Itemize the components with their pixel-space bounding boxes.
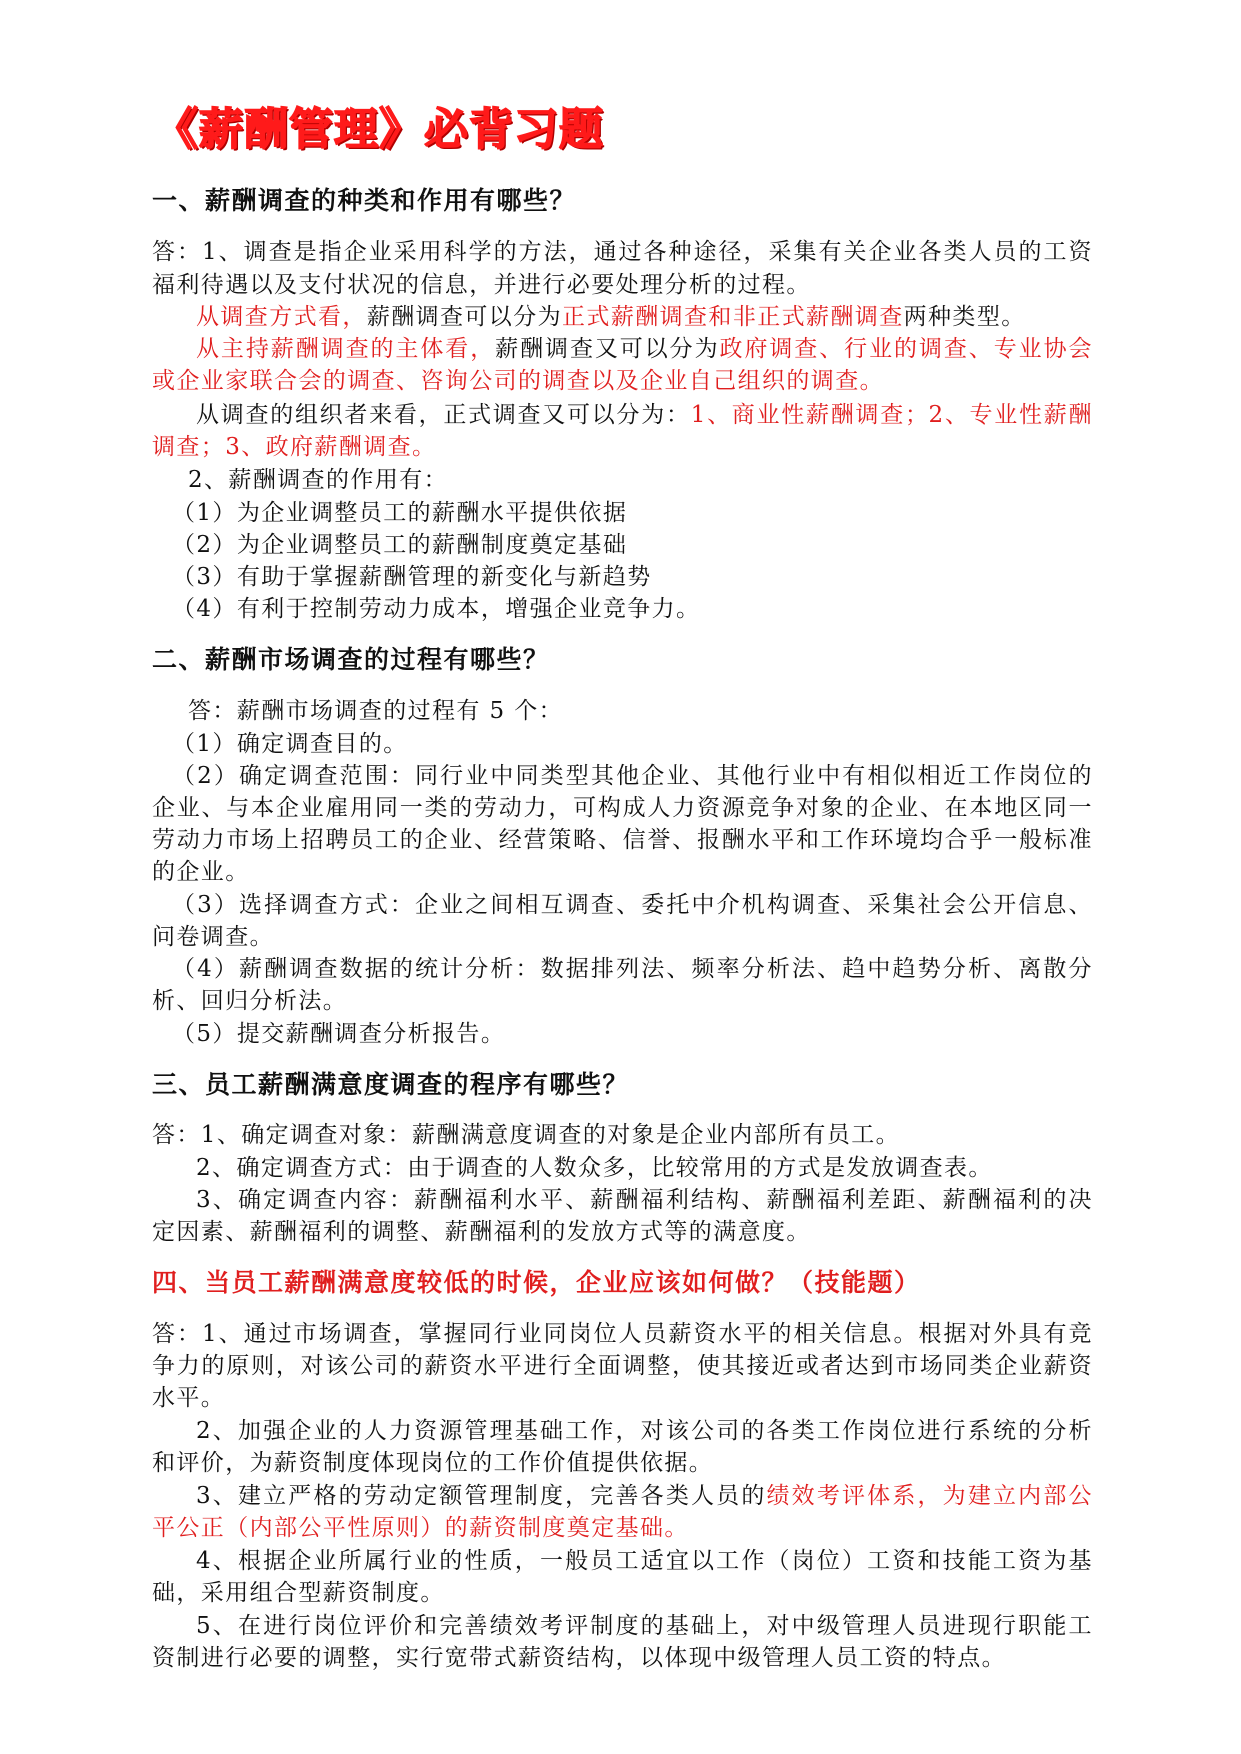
q1-line-1: 答：1、调查是指企业采用科学的方法，通过各种途径，采集有关企业各类人员的工资 — [152, 239, 1092, 265]
q4-line-1: 答：1、通过市场调查，掌握同行业同岗位人员薪资水平的相关信息。根据对外具有竞 — [152, 1321, 1092, 1347]
q2-line-3: （2）确定调查范围：同行业中同类型其他企业、其他行业中有相似相近工作岗位的 — [172, 763, 1092, 789]
q3-line-2: 2、确定调查方式：由于调查的人数众多，比较常用的方式是发放调查表。 — [196, 1155, 993, 1181]
q2-line-1: 答：薪酬市场调查的过程有 5 个： — [188, 698, 564, 724]
q4-line-10: 5、在进行岗位评价和完善绩效考评制度的基础上，对中级管理人员进现行职能工 — [196, 1613, 1092, 1639]
q1-line-6-red: 1、商业性薪酬调查；2、专业性薪酬 — [690, 402, 1092, 428]
q2-line-6: 的企业。 — [152, 859, 250, 885]
q2-line-10: 析、回归分析法。 — [152, 988, 348, 1014]
q3-heading: 三、员工薪酬满意度调查的程序有哪些？ — [152, 1070, 630, 1099]
q1-line-3-black-b: 两种类型。 — [903, 304, 1026, 330]
q2-line-11: （5）提交薪酬调查分析报告。 — [172, 1021, 506, 1047]
q2-line-4: 企业、与本企业雇用同一类的劳动力，可构成人力资源竞争对象的企业、在本地区同一 — [152, 795, 1092, 821]
q1-line-3 — [196, 302, 1092, 332]
q1-line-6-black: 从调查的组织者来看，正式调查又可以分为： — [196, 402, 691, 428]
q1-line-4 — [196, 334, 1092, 364]
document-title: 《薪酬管理》必背习题 — [154, 104, 604, 155]
q4-line-8: 4、根据企业所属行业的性质，一般员工适宜以工作（岗位）工资和技能工资为基 — [196, 1548, 1092, 1574]
q3-line-4: 定因素、薪酬福利的调整、薪酬福利的发放方式等的满意度。 — [152, 1219, 811, 1245]
q1-line-2: 福利待遇以及支付状况的信息，并进行必要处理分析的过程。 — [152, 272, 811, 298]
q3-line-3: 3、确定调查内容：薪酬福利水平、薪酬福利结构、薪酬福利差距、薪酬福利的决 — [196, 1187, 1092, 1213]
q1-line-5: 或企业家联合会的调查、咨询公司的调查以及企业自己组织的调查。 — [152, 368, 884, 394]
q4-line-11: 资制进行必要的调整，实行宽带式薪资结构，以体现中级管理人员工资的特点。 — [152, 1645, 1006, 1671]
q4-line-4: 2、加强企业的人力资源管理基础工作，对该公司的各类工作岗位进行系统的分析 — [196, 1418, 1092, 1444]
q1-line-11: （3）有助于掌握薪酬管理的新变化与新趋势 — [172, 564, 652, 590]
q1-line-4-red-b: 政府调查、行业的调查、专业协会 — [719, 336, 1093, 362]
q3-line-1: 答：1、确定调查对象：薪酬满意度调查的对象是企业内部所有员工。 — [152, 1122, 901, 1148]
q4-line-6-black: 3、建立严格的劳动定额管理制度，完善各类人员的 — [196, 1483, 767, 1509]
q4-line-5: 和评价，为薪资制度体现岗位的工作价值提供依据。 — [152, 1450, 714, 1476]
q2-heading: 二、薪酬市场调查的过程有哪些？ — [152, 645, 550, 674]
q4-line-6 — [152, 1481, 1092, 1511]
q2-line-7: （3）选择调查方式：企业之间相互调查、委托中介机构调查、采集社会公开信息、 — [172, 892, 1092, 918]
q1-line-3-black-a: 薪酬调查可以分为 — [366, 304, 563, 330]
q2-line-2: （1）确定调查目的。 — [172, 731, 408, 757]
q1-line-3-red-b: 正式薪酬调查和非正式薪酬调查 — [562, 304, 904, 330]
q1-heading: 一、薪酬调查的种类和作用有哪些？ — [152, 186, 577, 215]
q4-heading: 四、当员工薪酬满意度较低的时候，企业应该如何做？（技能题） — [152, 1268, 921, 1297]
q4-line-2: 争力的原则，对该公司的薪资水平进行全面调整，使其接近或者达到市场同类企业薪资 — [152, 1353, 1092, 1379]
q1-line-7: 调查；3、政府薪酬调查。 — [152, 434, 437, 460]
q1-line-6 — [196, 400, 1092, 430]
q4-line-6-red: 绩效考评体系，为建立内部公 — [766, 1483, 1092, 1509]
q1-line-9: （1）为企业调整员工的薪酬水平提供依据 — [172, 500, 628, 526]
q2-line-5: 劳动力市场上招聘员工的企业、经营策略、信誉、报酬水平和工作环境均合乎一般标准 — [152, 827, 1092, 853]
q4-line-9: 础，采用组合型薪资制度。 — [152, 1580, 445, 1606]
q2-line-8: 问卷调查。 — [152, 924, 274, 950]
q1-line-3-red-a: 从调查方式看， — [196, 304, 367, 330]
q2-line-9: （4）薪酬调查数据的统计分析：数据排列法、频率分析法、趋中趋势分析、离散分 — [172, 956, 1092, 982]
q1-line-10: （2）为企业调整员工的薪酬制度奠定基础 — [172, 532, 628, 558]
q4-line-3: 水平。 — [152, 1385, 226, 1411]
q1-line-12: （4）有利于控制劳动力成本，增强企业竞争力。 — [172, 596, 701, 622]
q1-line-8: 2、薪酬调查的作用有： — [188, 467, 449, 493]
q4-line-7: 平公正（内部公平性原则）的薪资制度奠定基础。 — [152, 1515, 689, 1541]
q1-line-4-red-a: 从主持薪酬调查的主体看， — [196, 336, 496, 362]
q1-line-4-black: 薪酬调查又可以分为 — [495, 336, 720, 362]
